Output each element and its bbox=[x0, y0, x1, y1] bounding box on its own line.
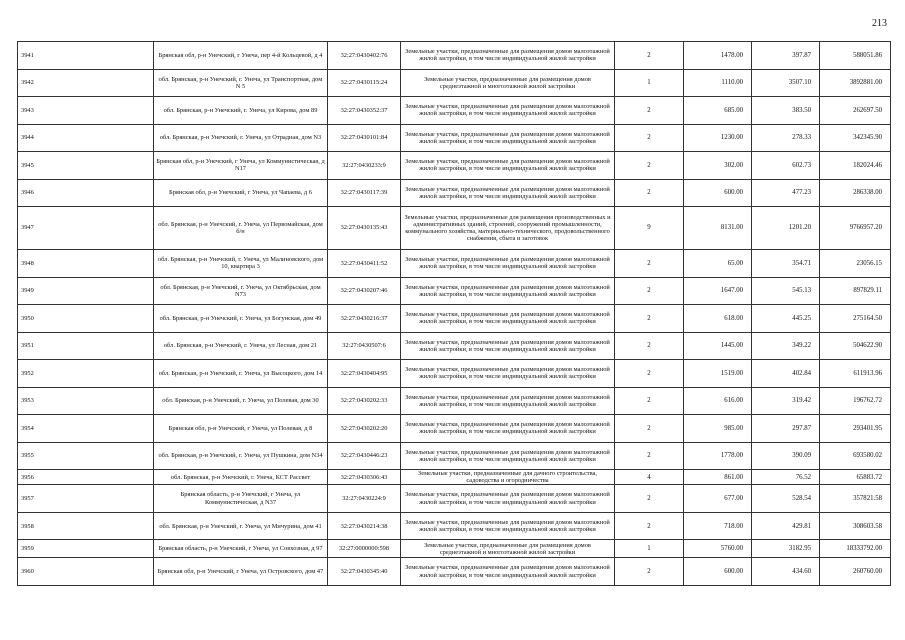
area-cell: 985.00 bbox=[684, 415, 752, 443]
table-row bbox=[18, 512, 891, 540]
cadastral-value-cell: 23056.15 bbox=[820, 250, 891, 278]
address-cell: обл. Брянская, р-н Унечский, г. Унеча, ул Полевая, дом 30 bbox=[154, 387, 328, 415]
address-cell: Брянская обл, р-н Унечский, г Унеча, ул Полевая, д 8 bbox=[154, 415, 328, 443]
address-cell: обл. Брянская, р-н Унечский, г. Унеча, ул Отрадная, дом N3 bbox=[154, 124, 328, 152]
address-cell: обл. Брянская, р-н Унечский, г. Унеча, ул Высоцкого, дом 14 bbox=[154, 360, 328, 388]
specific-value-cell: 1201.20 bbox=[752, 207, 820, 250]
area-cell: 618.00 bbox=[684, 305, 752, 333]
land-use-purpose-cell: Земельные участки, предназначенные для размещения производственных и административных зданий, строений, сооружений промышленности, коммунального хозяйства, материально-технического, продовольственного снабжения, сбыта и заготовок bbox=[401, 207, 615, 250]
row-number: 3952 bbox=[18, 360, 154, 388]
table-row bbox=[18, 332, 891, 360]
cadastral-value-cell: 9766957.20 bbox=[820, 207, 891, 250]
group-cell: 2 bbox=[615, 179, 684, 207]
land-use-purpose-cell: Земельные участки, предназначенные для размещения домов малоэтажной жилой застройки, в том числе индивидуальной жилой застройки bbox=[401, 558, 615, 586]
area-cell: 600.00 bbox=[684, 558, 752, 586]
area-cell: 616.00 bbox=[684, 387, 752, 415]
cadastral-value-cell: 18333792.00 bbox=[820, 540, 891, 558]
group-cell: 2 bbox=[615, 97, 684, 125]
area-cell: 685.00 bbox=[684, 97, 752, 125]
cadastral-value-cell: 693580.02 bbox=[820, 442, 891, 470]
row-number: 3954 bbox=[18, 415, 154, 443]
specific-value-cell: 434.60 bbox=[752, 558, 820, 586]
table-row bbox=[18, 207, 891, 250]
row-number: 3953 bbox=[18, 387, 154, 415]
cadastral-value-cell: 504622.90 bbox=[820, 332, 891, 360]
area-cell: 1110.00 bbox=[684, 69, 752, 97]
land-use-purpose-cell: Земельные участки, предназначенные для размещения домов малоэтажной жилой застройки, в том числе индивидуальной жилой застройки bbox=[401, 387, 615, 415]
cadastral-value-table bbox=[17, 41, 891, 586]
cadastral-number-cell: 32:27:0430233:9 bbox=[328, 152, 401, 180]
land-use-purpose-cell: Земельные участки, предназначенные для размещения домов малоэтажной жилой застройки, в том числе индивидуальной жилой застройки bbox=[401, 305, 615, 333]
cadastral-value-cell: 196762.72 bbox=[820, 387, 891, 415]
land-use-purpose-cell: Земельные участки, предназначенные для размещения домов малоэтажной жилой застройки, в том числе индивидуальной жилой застройки bbox=[401, 179, 615, 207]
cadastral-value-cell: 611913.96 bbox=[820, 360, 891, 388]
cadastral-number-cell: 32:27:0430202:20 bbox=[328, 415, 401, 443]
land-use-purpose-cell: Земельные участки, предназначенные для размещения домов малоэтажной жилой застройки, в том числе индивидуальной жилой застройки bbox=[401, 485, 615, 513]
address-cell: обл. Брянская, р-н Унечский, г. Унеча, ул Пушкина, дом N34 bbox=[154, 442, 328, 470]
group-cell: 2 bbox=[615, 387, 684, 415]
cadastral-number-cell: 32:27:0430345:40 bbox=[328, 558, 401, 586]
table-row bbox=[18, 42, 891, 70]
group-cell: 9 bbox=[615, 207, 684, 250]
table-row bbox=[18, 360, 891, 388]
specific-value-cell: 76.52 bbox=[752, 470, 820, 485]
specific-value-cell: 349.22 bbox=[752, 332, 820, 360]
cadastral-value-cell: 897829.11 bbox=[820, 277, 891, 305]
specific-value-cell: 354.71 bbox=[752, 250, 820, 278]
row-number: 3949 bbox=[18, 277, 154, 305]
specific-value-cell: 278.33 bbox=[752, 124, 820, 152]
specific-value-cell: 402.84 bbox=[752, 360, 820, 388]
group-cell: 2 bbox=[615, 512, 684, 540]
cadastral-value-cell: 342345.90 bbox=[820, 124, 891, 152]
cadastral-value-cell: 588051.86 bbox=[820, 42, 891, 70]
land-use-purpose-cell: Земельные участки, предназначенные для размещения домов малоэтажной жилой застройки, в том числе индивидуальной жилой застройки bbox=[401, 360, 615, 388]
row-number: 3955 bbox=[18, 442, 154, 470]
row-number: 3957 bbox=[18, 485, 154, 513]
cadastral-number-cell: 32:27:0430446:23 bbox=[328, 442, 401, 470]
row-number: 3946 bbox=[18, 179, 154, 207]
address-cell: Брянская обл, р-н Унечский, г Унеча, ул Островского, дом 47 bbox=[154, 558, 328, 586]
land-use-purpose-cell: Земельные участки, предназначенные для размещения домов среднеэтажной и многоэтажной жилой застройки bbox=[401, 69, 615, 97]
table-row bbox=[18, 124, 891, 152]
cadastral-number-cell: 32:27:0430216:37 bbox=[328, 305, 401, 333]
table-row bbox=[18, 470, 891, 485]
group-cell: 2 bbox=[615, 277, 684, 305]
row-number: 3948 bbox=[18, 250, 154, 278]
area-cell: 1230.00 bbox=[684, 124, 752, 152]
row-number: 3956 bbox=[18, 470, 154, 485]
row-number: 3944 bbox=[18, 124, 154, 152]
specific-value-cell: 528.54 bbox=[752, 485, 820, 513]
row-number: 3958 bbox=[18, 512, 154, 540]
specific-value-cell: 3507.10 bbox=[752, 69, 820, 97]
specific-value-cell: 477.23 bbox=[752, 179, 820, 207]
cadastral-value-cell: 275164.50 bbox=[820, 305, 891, 333]
area-cell: 1778.00 bbox=[684, 442, 752, 470]
area-cell: 677.00 bbox=[684, 485, 752, 513]
land-use-purpose-cell: Земельные участки, предназначенные для дачного строительства, садоводства и огородничества bbox=[401, 470, 615, 485]
land-use-purpose-cell: Земельные участки, предназначенные для размещения домов малоэтажной жилой застройки, в том числе индивидуальной жилой застройки bbox=[401, 97, 615, 125]
address-cell: Брянская область, р-н Унечский, г Унеча, ул Коммунистическая, д N37 bbox=[154, 485, 328, 513]
address-cell: обл. Брянская, р-н Унечский, г. Унеча, ул Малиновского, дом 10, квартира 3 bbox=[154, 250, 328, 278]
specific-value-cell: 545.13 bbox=[752, 277, 820, 305]
area-cell: 1445.00 bbox=[684, 332, 752, 360]
table-row bbox=[18, 485, 891, 513]
group-cell: 2 bbox=[615, 42, 684, 70]
land-use-purpose-cell: Земельные участки, предназначенные для размещения домов малоэтажной жилой застройки, в том числе индивидуальной жилой застройки bbox=[401, 332, 615, 360]
group-cell: 2 bbox=[615, 332, 684, 360]
group-cell: 2 bbox=[615, 124, 684, 152]
group-cell: 2 bbox=[615, 415, 684, 443]
address-cell: обл. Брянская, р-н Унечский, г. Унеча, ул Лесная, дом 21 bbox=[154, 332, 328, 360]
cadastral-value-cell: 293401.95 bbox=[820, 415, 891, 443]
table-row bbox=[18, 97, 891, 125]
table-row bbox=[18, 152, 891, 180]
area-cell: 718.00 bbox=[684, 512, 752, 540]
area-cell: 1647.00 bbox=[684, 277, 752, 305]
address-cell: Брянская обл, р-н Унечский, г Унеча, ул Коммунистическая, д N17 bbox=[154, 152, 328, 180]
cadastral-number-cell: 32:27:0430404:95 bbox=[328, 360, 401, 388]
table-row bbox=[18, 250, 891, 278]
specific-value-cell: 445.25 bbox=[752, 305, 820, 333]
row-number: 3950 bbox=[18, 305, 154, 333]
cadastral-number-cell: 32:27:0430214:38 bbox=[328, 512, 401, 540]
land-use-purpose-cell: Земельные участки, предназначенные для размещения домов малоэтажной жилой застройки, в том числе индивидуальной жилой застройки bbox=[401, 42, 615, 70]
cadastral-value-cell: 3892881.00 bbox=[820, 69, 891, 97]
address-cell: обл. Брянская, р-н Унечский, г. Унеча, ул Мичурина, дом 41 bbox=[154, 512, 328, 540]
group-cell: 4 bbox=[615, 470, 684, 485]
table-row bbox=[18, 69, 891, 97]
page-number: 213 bbox=[872, 18, 887, 29]
cadastral-value-cell: 260760.00 bbox=[820, 558, 891, 586]
group-cell: 2 bbox=[615, 485, 684, 513]
row-number: 3942 bbox=[18, 69, 154, 97]
row-number: 3960 bbox=[18, 558, 154, 586]
area-cell: 1478.00 bbox=[684, 42, 752, 70]
address-cell: Брянская обл, р-н Унечский, г Унеча, пер 4-й Кольцевой, д 4 bbox=[154, 42, 328, 70]
table-row bbox=[18, 179, 891, 207]
table-row bbox=[18, 277, 891, 305]
cadastral-number-cell: 32:27:0430207:46 bbox=[328, 277, 401, 305]
row-number: 3947 bbox=[18, 207, 154, 250]
address-cell: обл. Брянская, р-н Унечский, г. Унеча, КСТ Рассвет bbox=[154, 470, 328, 485]
cadastral-number-cell: 32:27:0430352:37 bbox=[328, 97, 401, 125]
address-cell: обл. Брянская, р-н Унечский, г. Унеча, ул Богунская, дом 49 bbox=[154, 305, 328, 333]
area-cell: 861.00 bbox=[684, 470, 752, 485]
specific-value-cell: 602.73 bbox=[752, 152, 820, 180]
address-cell: Брянская область, р-н Унечский, г Унеча, ул Совхозная, д 97 bbox=[154, 540, 328, 558]
group-cell: 2 bbox=[615, 250, 684, 278]
row-number: 3959 bbox=[18, 540, 154, 558]
table-row bbox=[18, 387, 891, 415]
group-cell: 2 bbox=[615, 360, 684, 388]
cadastral-value-cell: 65883.72 bbox=[820, 470, 891, 485]
table-row bbox=[18, 442, 891, 470]
cadastral-value-cell: 308603.58 bbox=[820, 512, 891, 540]
table-row bbox=[18, 305, 891, 333]
address-cell: обл. Брянская, р-н Унечский, г. Унеча, ул Первомайская, дом б/н bbox=[154, 207, 328, 250]
cadastral-number-cell: 32:27:0430224:9 bbox=[328, 485, 401, 513]
group-cell: 2 bbox=[615, 152, 684, 180]
cadastral-value-cell: 286338.00 bbox=[820, 179, 891, 207]
land-use-purpose-cell: Земельные участки, предназначенные для размещения домов малоэтажной жилой застройки, в том числе индивидуальной жилой застройки bbox=[401, 152, 615, 180]
area-cell: 600.00 bbox=[684, 179, 752, 207]
specific-value-cell: 397.87 bbox=[752, 42, 820, 70]
land-use-purpose-cell: Земельные участки, предназначенные для размещения домов малоэтажной жилой застройки, в том числе индивидуальной жилой застройки bbox=[401, 442, 615, 470]
specific-value-cell: 390.09 bbox=[752, 442, 820, 470]
cadastral-value-cell: 182024.46 bbox=[820, 152, 891, 180]
cadastral-number-cell: 32:27:0430101:84 bbox=[328, 124, 401, 152]
table-row bbox=[18, 415, 891, 443]
cadastral-number-cell: 32:27:0430306:43 bbox=[328, 470, 401, 485]
specific-value-cell: 319.42 bbox=[752, 387, 820, 415]
land-use-purpose-cell: Земельные участки, предназначенные для размещения домов малоэтажной жилой застройки, в том числе индивидуальной жилой застройки bbox=[401, 124, 615, 152]
specific-value-cell: 383.50 bbox=[752, 97, 820, 125]
cadastral-number-cell: 32:27:0430402:76 bbox=[328, 42, 401, 70]
land-use-purpose-cell: Земельные участки, предназначенные для размещения домов малоэтажной жилой застройки, в том числе индивидуальной жилой застройки bbox=[401, 415, 615, 443]
specific-value-cell: 429.81 bbox=[752, 512, 820, 540]
row-number: 3943 bbox=[18, 97, 154, 125]
row-number: 3941 bbox=[18, 42, 154, 70]
cadastral-number-cell: 32:27:0430117:39 bbox=[328, 179, 401, 207]
group-cell: 1 bbox=[615, 69, 684, 97]
group-cell: 2 bbox=[615, 305, 684, 333]
land-use-purpose-cell: Земельные участки, предназначенные для размещения домов малоэтажной жилой застройки, в том числе индивидуальной жилой застройки bbox=[401, 250, 615, 278]
group-cell: 2 bbox=[615, 442, 684, 470]
cadastral-number-cell: 32:27:0430202:33 bbox=[328, 387, 401, 415]
cadastral-number-cell: 32:27:0000000:598 bbox=[328, 540, 401, 558]
cadastral-value-cell: 357821.58 bbox=[820, 485, 891, 513]
cadastral-value-cell: 262697.50 bbox=[820, 97, 891, 125]
address-cell: Брянская обл, р-н Унечский, г Унеча, ул Чапаева, д 6 bbox=[154, 179, 328, 207]
land-use-purpose-cell: Земельные участки, предназначенные для размещения домов малоэтажной жилой застройки, в том числе индивидуальной жилой застройки bbox=[401, 512, 615, 540]
area-cell: 8131.00 bbox=[684, 207, 752, 250]
cadastral-number-cell: 32:27:0430115:24 bbox=[328, 69, 401, 97]
group-cell: 1 bbox=[615, 540, 684, 558]
specific-value-cell: 297.87 bbox=[752, 415, 820, 443]
table-row bbox=[18, 558, 891, 586]
area-cell: 65.00 bbox=[684, 250, 752, 278]
specific-value-cell: 3182.95 bbox=[752, 540, 820, 558]
area-cell: 1519.00 bbox=[684, 360, 752, 388]
land-use-purpose-cell: Земельные участки, предназначенные для размещения домов малоэтажной жилой застройки, в том числе индивидуальной жилой застройки bbox=[401, 277, 615, 305]
cadastral-number-cell: 32:27:0430507:6 bbox=[328, 332, 401, 360]
address-cell: обл. Брянская, р-н Унечский, г. Унеча, ул Кирова, дом 89 bbox=[154, 97, 328, 125]
cadastral-number-cell: 32:27:0430135:43 bbox=[328, 207, 401, 250]
table-row bbox=[18, 540, 891, 558]
land-use-purpose-cell: Земельные участки, предназначенные для размещения домов среднеэтажной и многоэтажной жилой застройки bbox=[401, 540, 615, 558]
row-number: 3951 bbox=[18, 332, 154, 360]
address-cell: обл. Брянская, р-н Унечский, г. Унеча, ул Октябрьская, дом N73 bbox=[154, 277, 328, 305]
address-cell: обл. Брянская, р-н Унечский, г. Унеча, ул Транспортная, дом N 5 bbox=[154, 69, 328, 97]
area-cell: 5760.00 bbox=[684, 540, 752, 558]
cadastral-number-cell: 32:27:0430411:52 bbox=[328, 250, 401, 278]
row-number: 3945 bbox=[18, 152, 154, 180]
group-cell: 2 bbox=[615, 558, 684, 586]
area-cell: 302.00 bbox=[684, 152, 752, 180]
